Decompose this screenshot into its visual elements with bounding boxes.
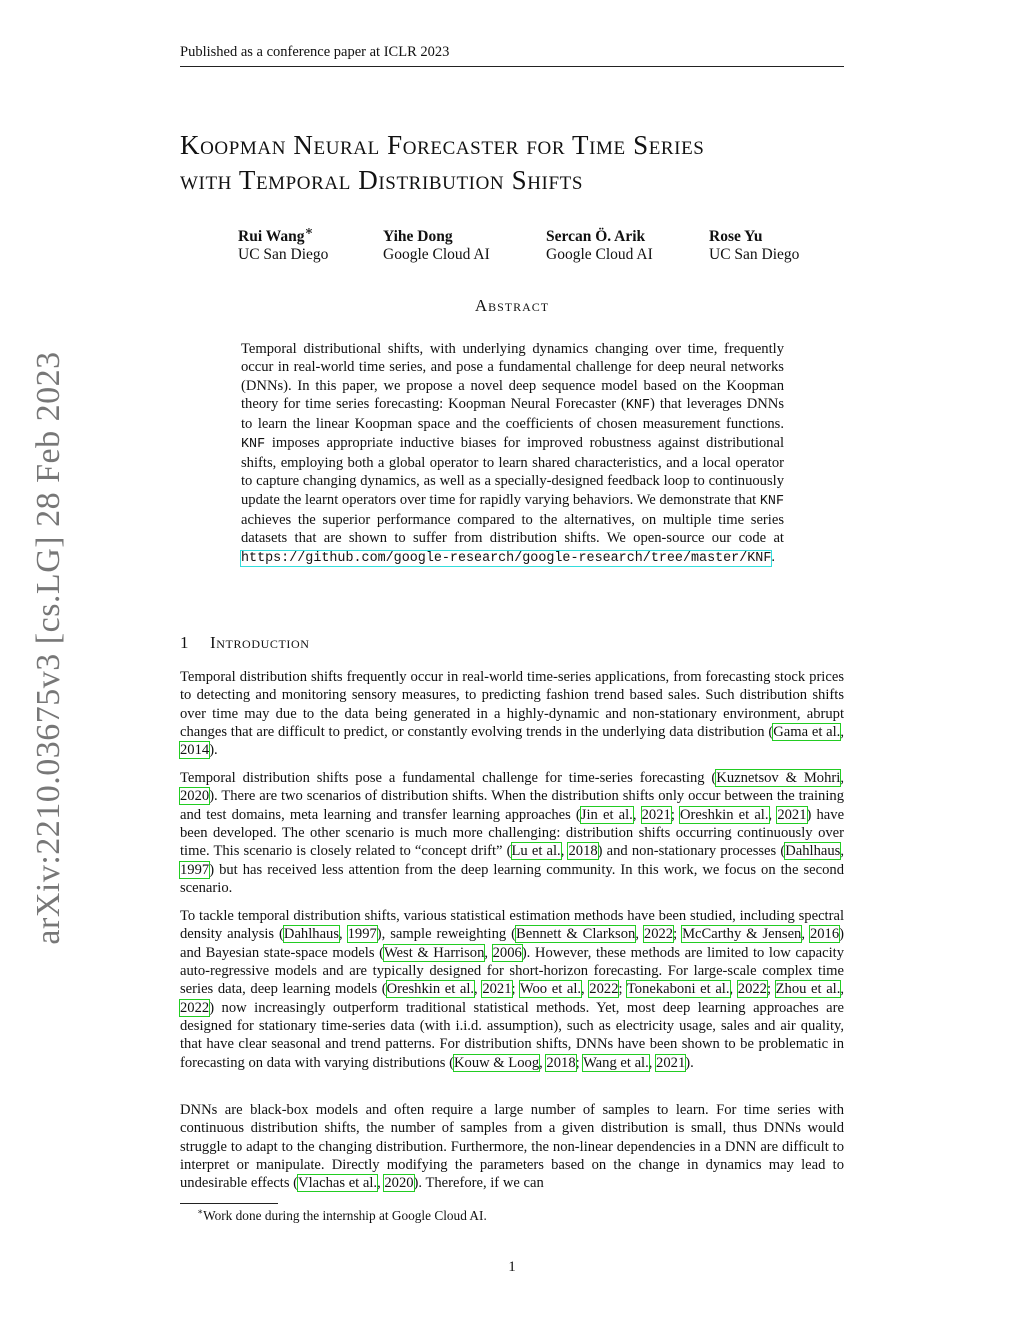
citation-link[interactable]: 1997 [180,861,210,878]
code-knf: KNF [625,398,650,414]
code-url-link[interactable]: https://github.com/google-research/google-research/tree/master/KNF [241,550,772,566]
author-affiliation: UC San Diego [709,246,800,263]
intro-paragraph-1: Temporal distribution shifts frequently occur in real-world time-series applications, from forecasting stock prices to detecting and monitoring sensory measures, to predicting fashion trend based sales. Such distribution shifts over time may due to the data being generated in a highly-dynamic and non-stationary environment, abrupt changes that are difficult to predict, or constantly evolving trends in the underlying data distribution (Gama et al., 2014). [180,669,844,759]
author-name: Yihe Dong [383,228,453,245]
citation-link[interactable]: 2021 [656,1054,686,1071]
citation-link[interactable]: Gama et al. [773,724,841,741]
citation-link[interactable]: Woo et al. [519,981,582,998]
section-number: 1 [180,633,190,652]
citation-link[interactable]: 2020 [384,1175,414,1192]
author-block [546,228,653,264]
paper-title [180,128,860,198]
citation-link[interactable]: 2021 [641,806,671,823]
citation-link[interactable]: Kuznetsov & Mohri [716,770,841,786]
author-affiliation: Google Cloud AI [546,246,653,263]
citation-link[interactable]: 2022 [643,926,674,943]
section-heading-introduction [180,633,310,653]
running-header: Published as a conference paper at ICLR 2023 [180,44,844,67]
citation-link[interactable]: Oreshkin et al. [680,806,769,823]
citation-link[interactable]: 2021 [777,806,807,823]
footnote: ∗Work done during the internship at Google Cloud AI. [197,1206,487,1223]
code-knf: KNF [241,436,266,452]
citation-link[interactable]: 2016 [809,926,840,943]
abstract-heading: Abstract [474,296,550,315]
author-block [709,228,799,264]
citation-link[interactable]: 2021 [482,981,512,998]
citation-link[interactable]: McCarthy & Jensen [682,926,802,943]
author-affiliation: Google Cloud AI [383,246,490,263]
citation-link[interactable]: Dahlhaus [283,926,340,943]
citation-link[interactable]: West & Harrison [383,944,485,961]
footnote-mark: ∗ [197,1206,204,1217]
citation-link[interactable]: 2022 [180,999,210,1016]
footnote-rule [180,1203,278,1204]
intro-paragraph-3: To tackle temporal distribution shifts, various statistical estimation methods have been studied, including spectral density analysis (Dahlhaus, 1997), sample reweighting (Bennett & Clarkson, 2022; McCarthy & Jensen, 2016) and Bayesian state-space models (West & Harrison, 2006). However, these methods are limited to low capacity auto-regressive models and are typically designed for short-horizon forecasting. For large-scale complex time series data, deep learning models (Oreshkin et al., 2021; Woo et al., 2022; Tonekaboni et al., 2022; Zhou et al., 2022) now increasingly outperform traditional statistical methods. Yet, most deep learning approaches are designed for stationary time-series data (with i.i.d. assumption), such as electricity usage, sales and air quality, that have clear seasonal and trend patterns. For distribution shifts, DNNs have been shown to be problematic in forecasting on data with varying distributions (Kouw & Loog, 2018; Wang et al., 2021). [180,908,845,1071]
author-block [383,228,490,264]
citation-link[interactable]: Dahlhaus [785,843,841,860]
citation-link[interactable]: Oreshkin et al. [386,981,475,998]
author-affiliation: UC San Diego [238,246,329,263]
citation-link[interactable]: 2022 [589,981,619,998]
author-name: Rui Wang [238,228,305,245]
citation-link[interactable]: 2014 [180,742,210,759]
citation-link[interactable]: Tonekaboni et al. [626,981,730,998]
author-block [238,222,329,264]
citation-link[interactable]: 1997 [347,926,377,943]
author-name: Sercan Ö. Arik [546,228,646,245]
title-line-1: Koopman Neural Forecaster for Time Series [180,130,705,160]
intro-paragraph-4: DNNs are black-box models and often require a large number of samples to learn. For time series with continuous distribution shifts, the number of samples from a given distribution is small, thus DNNs would struggle to adapt to the changing distribution. Furthermore, the non-linear dependencies in a DNN are difficult to interpret or manipulate. Directly modifying the parameters based on the change in dynamics may lead to undesirable effects (Vlachas et al., 2020). Therefore, if we can [180,1102,844,1192]
abstract-text: Temporal distributional shifts, with underlying dynamics changing over time, frequently occur in real-world time series, and pose a fundamental challenge for deep neural networks (DNNs). In this paper, we propose a novel deep sequence model based on the Koopman theory for time series forecasting: Koopman Neural Forecaster (KNF) that leverages DNNs to learn the linear Koopman space and the coefficients of chosen measurement functions. KNF imposes appropriate inductive biases for improved robustness against distributional shifts, employing both a global operator to learn shared characteristics, and a local operator to capture changing dynamics, as well as a specially-designed feedback loop to continuously update the learnt operators over time for rapidly varying behaviors. We demonstrate that KNF achieves the superior performance compared to the alternatives, on multiple time series datasets that are shown to suffer from distribution shifts. We open-source our code at https://github.com/google-research/google-research/tree/master/KNF. [241,341,784,566]
citation-link[interactable]: 2022 [737,981,767,998]
code-knf: KNF [759,493,784,509]
arxiv-id: arXiv:2210.03675v3 [cs.LG] 28 Feb 2023 [30,351,67,945]
author-name: Rose Yu [709,228,763,245]
citation-link[interactable]: Jin et al. [580,806,633,823]
citation-link[interactable]: 2020 [180,788,210,805]
section-title: Introduction [210,633,310,652]
title-line-2: with Temporal Distribution Shifts [180,165,584,195]
citation-link[interactable]: Bennett & Clarkson [516,926,636,943]
citation-link[interactable]: 2018 [568,843,598,860]
citation-link[interactable]: Wang et al. [583,1054,649,1071]
footnote-mark[interactable]: ∗ [304,222,314,238]
page-number: 1 [508,1259,516,1275]
citation-link[interactable]: 2006 [492,944,522,961]
intro-paragraph-2: Temporal distribution shifts pose a fundamental challenge for time-series forecasting (Kuznetsov & Mohri, 2020). There are two scenarios of distribution shifts. When the distribution shifts only occur between the training and test domains, meta learning and transfer learning approaches (Jin et al., 2021; Oreshkin et al., 2021) have been developed. The other scenario is much more challenging: distribution shifts occurring continuously over time. This scenario is closely related to “concept drift” (Lu et al., 2018) and non-stationary processes (Dahlhaus, 1997) but has received less attention from the deep learning community. In this work, we focus on the second scenario. [180,770,845,897]
citation-link[interactable]: Lu et al. [511,843,561,860]
citation-link[interactable]: 2018 [546,1054,576,1071]
citation-link[interactable]: Vlachas et al. [298,1175,378,1192]
citation-link[interactable]: Kouw & Loog [453,1054,540,1071]
citation-link[interactable]: Zhou et al. [775,981,841,998]
